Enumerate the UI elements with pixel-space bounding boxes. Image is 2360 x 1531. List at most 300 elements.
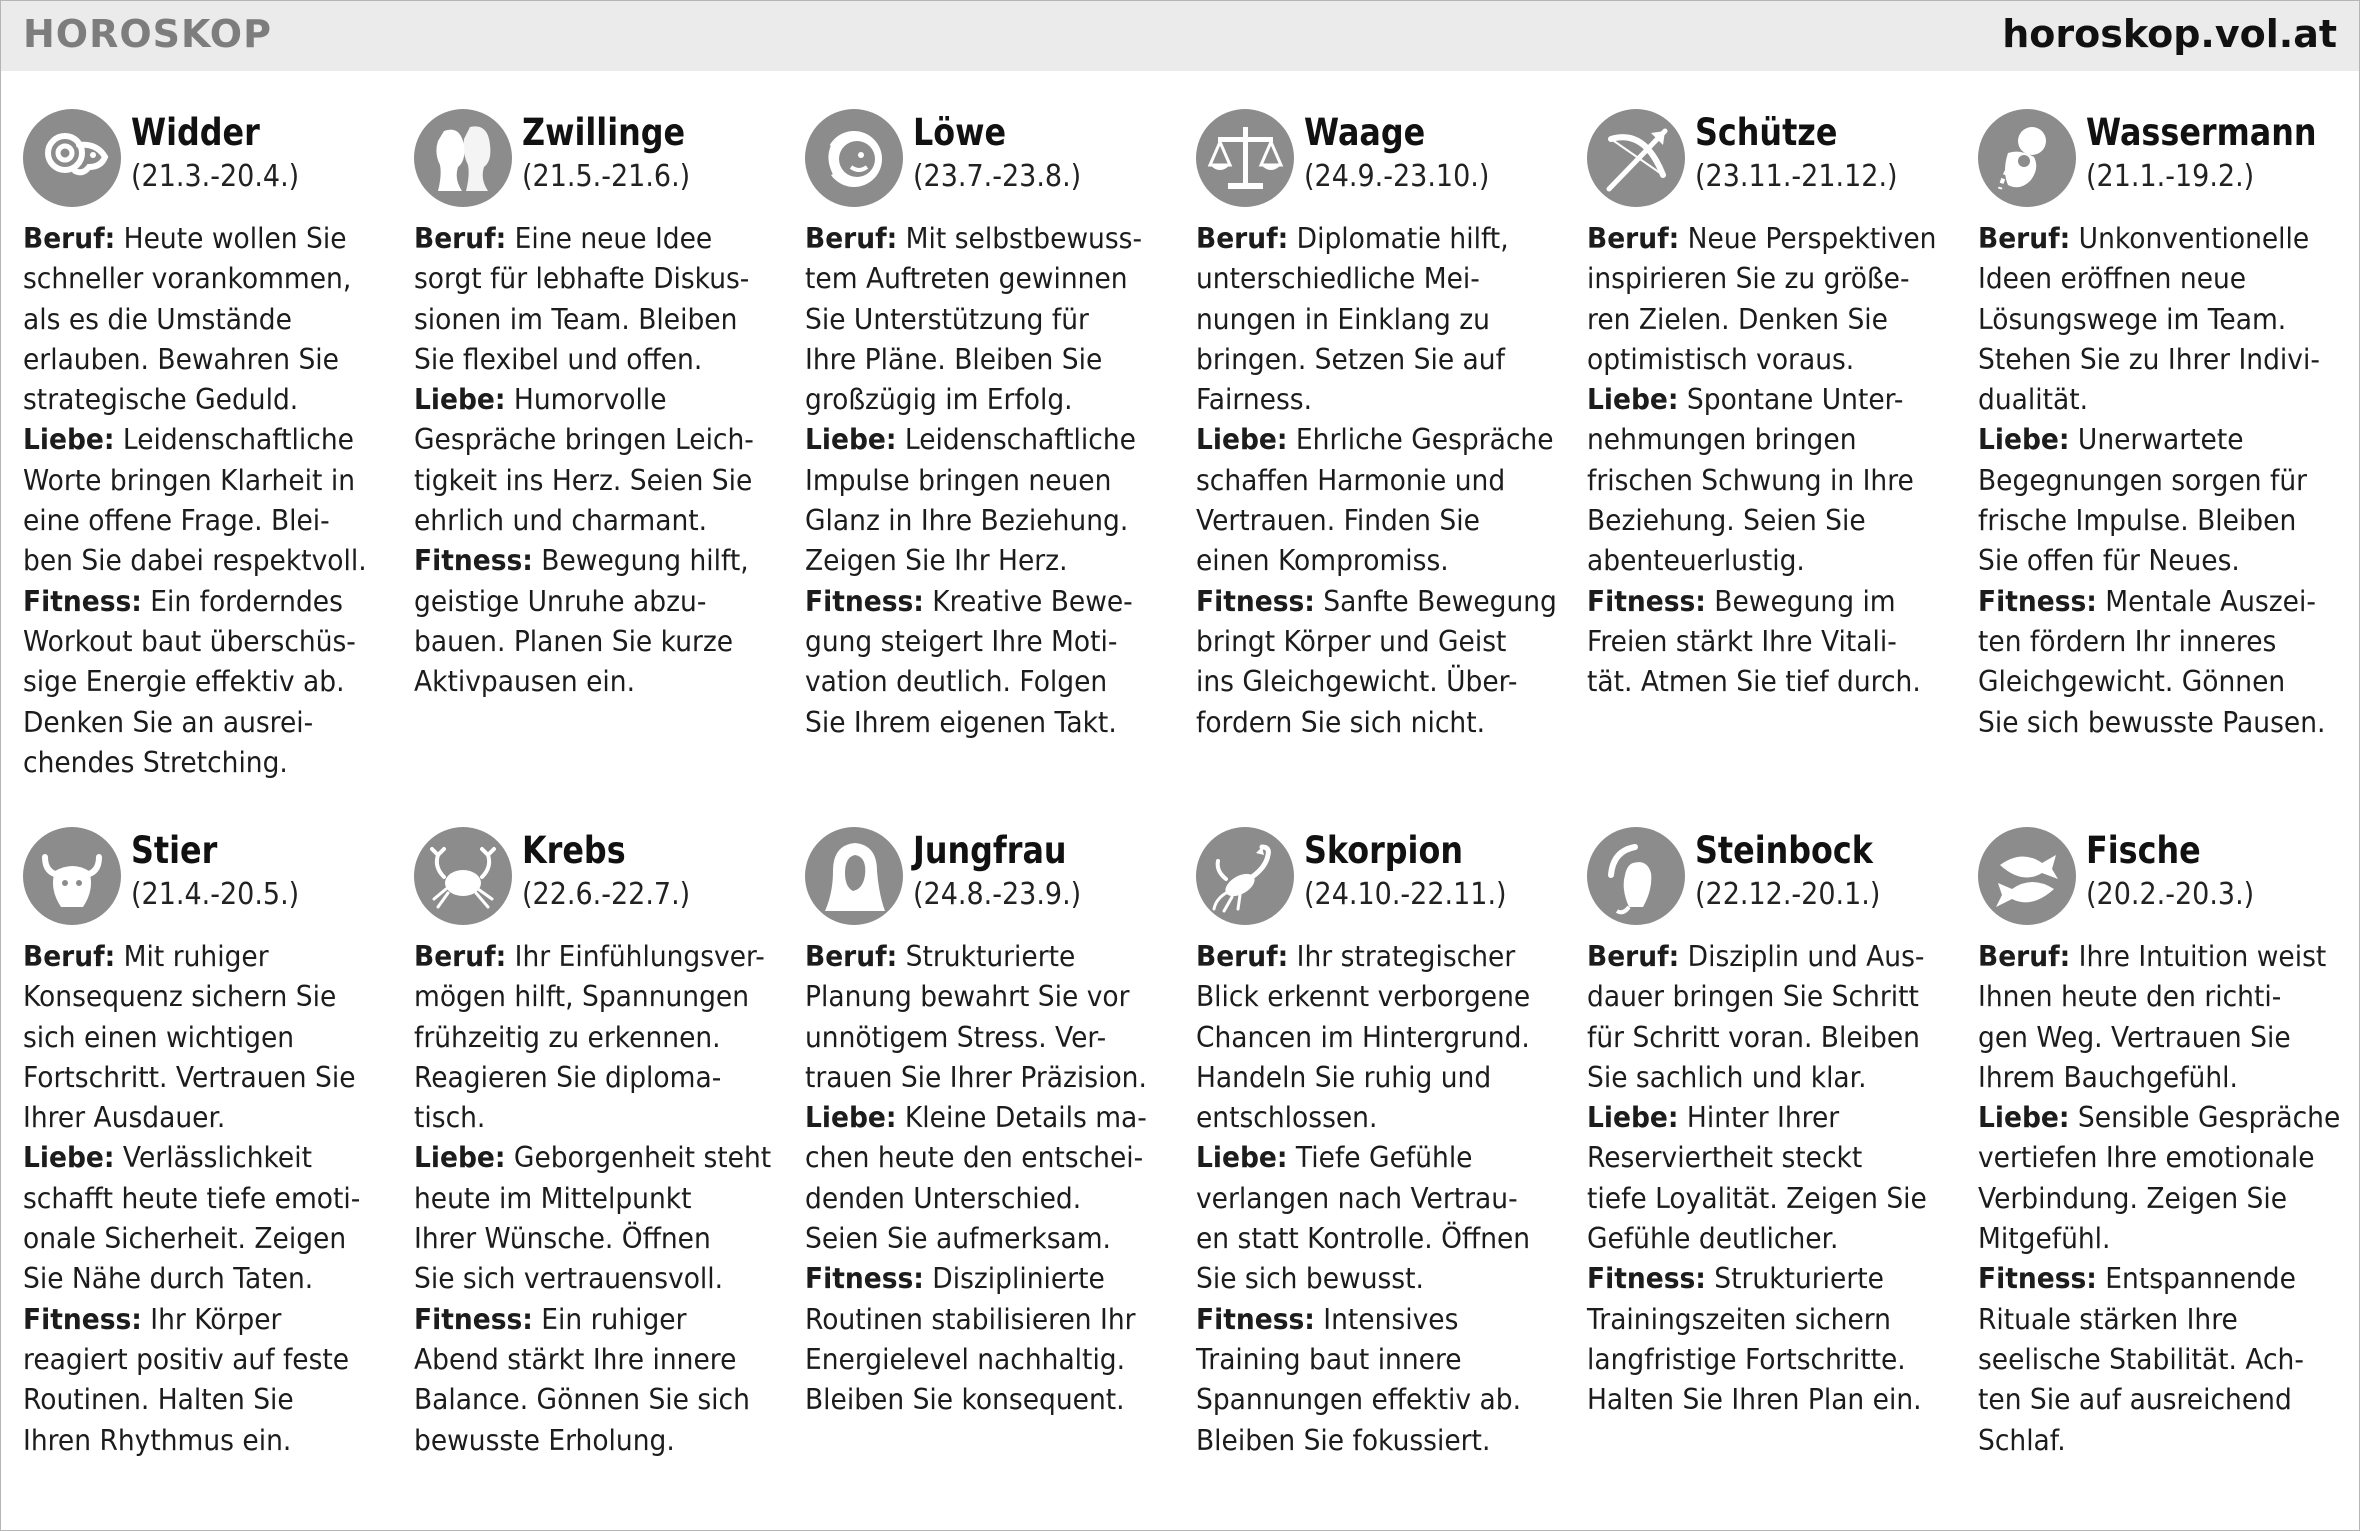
- forecast-line-text: Unkonventionelle: [2078, 222, 2310, 255]
- forecast-line-text: Konsequenz sichern Sie: [23, 980, 337, 1014]
- forecast-line-text: Ihren Rhythmus ein.: [23, 1423, 292, 1457]
- forecast-text: [1978, 219, 2326, 743]
- forecast-line: [1978, 1018, 2304, 1058]
- forecast-line: [414, 1340, 740, 1380]
- forecast-line: [1978, 259, 2304, 299]
- forecast-line-text: sorgt für lebhafte Diskus-: [414, 262, 750, 296]
- forecast-line-text: Ihnen heute den richti-: [1978, 980, 2282, 1014]
- sign-name: Fische: [2086, 829, 2201, 872]
- sign-name: Skorpion: [1304, 829, 1463, 872]
- forecast-line-text: Seien Sie aufmerksam.: [805, 1222, 1111, 1256]
- forecast-line: [414, 1098, 740, 1138]
- category-label-beruf: Beruf:: [1196, 222, 1289, 255]
- forecast-line: [1978, 703, 2326, 743]
- forecast-line-text: bringen. Setzen Sie auf: [1196, 342, 1505, 376]
- forecast-line-text: geistige Unruhe abzu-: [414, 584, 707, 618]
- forecast-line-text: Planung bewahrt Sie vor: [805, 980, 1130, 1014]
- forecast-line-text: strategische Geduld.: [23, 383, 299, 417]
- forecast-line-text: Hinter Ihrer: [1686, 1101, 1840, 1135]
- forecast-line-text: heute im Mittelpunkt: [414, 1181, 692, 1215]
- forecast-line-text: Impulse bringen neuen: [805, 463, 1112, 497]
- forecast-line-text: Begegnungen sorgen für: [1978, 463, 2308, 497]
- forecast-line-text: Mentale Auszei-: [2105, 584, 2316, 618]
- forecast-text: [805, 937, 1147, 1421]
- forecast-line-text: unnötigem Stress. Ver-: [805, 1020, 1107, 1054]
- forecast-line: [1978, 977, 2304, 1017]
- forecast-line-text: Sanfte Bewegung: [1323, 584, 1557, 618]
- forecast-line-text: Kreative Bewe-: [932, 584, 1133, 618]
- forecast-line-text: Routinen. Halten Sie: [23, 1383, 294, 1417]
- forecast-text: [414, 937, 772, 1461]
- category-label-beruf: Beruf:: [414, 940, 507, 973]
- forecast-line: [1196, 662, 1522, 702]
- forecast-text: [1978, 937, 2341, 1461]
- forecast-line: [805, 1179, 1131, 1219]
- forecast-line: [805, 300, 1131, 340]
- forecast-line: [414, 582, 740, 622]
- category-label-beruf: Beruf:: [23, 222, 116, 255]
- forecast-line: [1587, 259, 1913, 299]
- forecast-line-text: Zeigen Sie Ihr Herz.: [805, 544, 1068, 578]
- forecast-line-text: Sie Ihrem eigenen Takt.: [805, 705, 1117, 739]
- forecast-line-text: Sie sich bewusste Pausen.: [1978, 705, 2326, 739]
- forecast-line: [1978, 622, 2304, 662]
- forecast-line: [805, 501, 1131, 541]
- forecast-line: [1978, 1340, 2304, 1380]
- forecast-line: [805, 1098, 1147, 1138]
- forecast-line: [1587, 1138, 1913, 1178]
- forecast-line-text: Ihr Körper: [150, 1302, 282, 1336]
- forecast-line-text: Routinen stabilisieren Ihr: [805, 1302, 1136, 1336]
- forecast-line: [1196, 1098, 1522, 1138]
- forecast-line: [805, 1219, 1131, 1259]
- forecast-line: [414, 1138, 772, 1178]
- forecast-line: [414, 622, 740, 662]
- forecast-line: [23, 703, 349, 743]
- category-label-beruf: Beruf:: [805, 222, 898, 255]
- site-url[interactable]: horoskop.vol.at: [2002, 12, 2337, 56]
- forecast-line: [805, 340, 1131, 380]
- forecast-line-text: Ein ruhiger: [541, 1302, 687, 1336]
- forecast-text: [805, 219, 1143, 743]
- forecast-line: [1978, 380, 2304, 420]
- forecast-line-text: einen Kompromiss.: [1196, 544, 1449, 578]
- forecast-line: [414, 340, 740, 380]
- forecast-line-text: Disziplin und Aus-: [1687, 940, 1925, 973]
- forecast-line-text: onale Sicherheit. Zeigen: [23, 1222, 347, 1256]
- forecast-line-text: Intensives: [1323, 1302, 1459, 1336]
- forecast-line: [1978, 1380, 2304, 1420]
- forecast-line-text: Glanz in Ihre Beziehung.: [805, 504, 1129, 538]
- forecast-line: [805, 622, 1131, 662]
- forecast-line-text: Gespräche bringen Leich-: [414, 423, 754, 457]
- forecast-line-text: tät. Atmen Sie tief durch.: [1587, 665, 1921, 699]
- forecast-line: [1587, 1179, 1927, 1219]
- forecast-line: [23, 541, 367, 581]
- forecast-line-text: Mit ruhiger: [123, 940, 269, 973]
- forecast-line: [1196, 1259, 1522, 1299]
- forecast-line-text: Ihre Pläne. Bleiben Sie: [805, 342, 1103, 376]
- forecast-line: [1587, 1300, 1913, 1340]
- forecast-line: [1196, 1340, 1522, 1380]
- forecast-line-text: Freien stärkt Ihre Vitali-: [1587, 624, 1897, 658]
- category-label-liebe: Liebe:: [23, 1141, 115, 1175]
- forecast-line: [805, 380, 1131, 420]
- forecast-line: [1587, 662, 1921, 702]
- forecast-line-text: Bleiben Sie fokussiert.: [1196, 1423, 1491, 1457]
- forecast-line: [23, 1259, 349, 1299]
- forecast-line: [1587, 380, 1913, 420]
- forecast-line-text: nungen in Einklang zu: [1196, 302, 1490, 336]
- scorpion-icon: [1196, 827, 1294, 925]
- forecast-line-text: Mit selbstbewuss-: [905, 222, 1143, 255]
- forecast-line-text: eine offene Frage. Blei-: [23, 504, 330, 538]
- forecast-line-text: Fairness.: [1196, 383, 1313, 417]
- sign-date-range: (20.2.-20.3.): [2086, 877, 2255, 912]
- forecast-line-text: Rituale stärken Ihre: [1978, 1302, 2238, 1336]
- forecast-line-text: Heute wollen Sie: [123, 222, 347, 255]
- forecast-line-text: ins Gleichgewicht. Über-: [1196, 665, 1518, 699]
- forecast-line: [414, 1300, 740, 1340]
- forecast-line-text: Bewegung im: [1714, 584, 1896, 618]
- forecast-line-text: Ihrer Wünsche. Öffnen: [414, 1222, 711, 1256]
- forecast-line: [805, 461, 1131, 501]
- forecast-line: [23, 340, 349, 380]
- forecast-line-text: Beziehung. Seien Sie: [1587, 504, 1866, 538]
- forecast-line-text: Eine neue Idee: [514, 222, 713, 255]
- forecast-line: [23, 1219, 349, 1259]
- forecast-line: [1196, 703, 1522, 743]
- category-label-fitness: Fitness:: [1978, 584, 2097, 618]
- ibex-icon: [1587, 827, 1685, 925]
- header-bar: [1, 1, 2359, 71]
- forecast-line: [805, 1300, 1136, 1340]
- forecast-line: [23, 937, 349, 977]
- forecast-line-text: schneller vorankommen,: [23, 262, 352, 296]
- sign-date-range: (21.5.-21.6.): [522, 159, 691, 194]
- forecast-line: [1196, 380, 1522, 420]
- category-label-liebe: Liebe:: [805, 1101, 897, 1135]
- category-label-fitness: Fitness:: [414, 1302, 533, 1336]
- forecast-text: [23, 219, 367, 783]
- fish-icon: [1978, 827, 2076, 925]
- forecast-line-text: Blick erkennt verborgene: [1196, 980, 1531, 1014]
- forecast-line-text: Humorvolle: [513, 383, 667, 417]
- forecast-line-text: Trainingszeiten sichern: [1587, 1302, 1891, 1336]
- forecast-line: [805, 937, 1131, 977]
- forecast-line: [805, 541, 1131, 581]
- forecast-text: [1587, 937, 1927, 1421]
- forecast-line: [23, 743, 349, 783]
- forecast-line: [805, 1380, 1131, 1420]
- forecast-line-text: Sie sich bewusst.: [1196, 1262, 1424, 1296]
- forecast-line: [1587, 501, 1913, 541]
- forecast-line-text: Aktivpausen ein.: [414, 665, 636, 699]
- forecast-line-text: dauer bringen Sie Schritt: [1587, 980, 1919, 1014]
- forecast-line: [1196, 420, 1554, 460]
- forecast-line-text: denden Unterschied.: [805, 1181, 1082, 1215]
- forecast-line: [414, 937, 765, 977]
- forecast-line: [23, 977, 349, 1017]
- forecast-line: [1587, 300, 1913, 340]
- forecast-line: [23, 1300, 349, 1340]
- category-label-beruf: Beruf:: [414, 222, 507, 255]
- maiden-icon: [805, 827, 903, 925]
- category-label-liebe: Liebe:: [1978, 423, 2070, 457]
- forecast-line-text: Diplomatie hilft,: [1296, 222, 1509, 255]
- forecast-line: [1587, 219, 1937, 259]
- category-label-liebe: Liebe:: [414, 383, 506, 417]
- forecast-line-text: vertiefen Ihre emotionale: [1978, 1141, 2315, 1175]
- forecast-line: [23, 1098, 349, 1138]
- sign-date-range: (21.4.-20.5.): [131, 877, 300, 912]
- forecast-line-text: bringt Körper und Geist: [1196, 624, 1507, 658]
- forecast-line-text: bauen. Planen Sie kurze: [414, 624, 734, 658]
- forecast-line-text: Verbindung. Zeigen Sie: [1978, 1181, 2288, 1215]
- forecast-line-text: Workout baut überschüs-: [23, 624, 356, 658]
- bull-icon: [23, 827, 121, 925]
- sign-date-range: (21.1.-19.2.): [2086, 159, 2255, 194]
- forecast-line-text: optimistisch voraus.: [1587, 342, 1855, 376]
- forecast-line-text: Reagieren Sie diploma-: [414, 1060, 722, 1094]
- forecast-line: [414, 1018, 740, 1058]
- forecast-line-text: ten fördern Ihr inneres: [1978, 624, 2277, 658]
- forecast-line: [1196, 340, 1522, 380]
- forecast-line: [414, 219, 740, 259]
- forecast-line: [414, 461, 753, 501]
- forecast-line: [805, 703, 1131, 743]
- forecast-line: [1196, 977, 1531, 1017]
- forecast-line: [1196, 300, 1522, 340]
- forecast-line-text: fordern Sie sich nicht.: [1196, 705, 1486, 739]
- category-label-fitness: Fitness:: [805, 1262, 924, 1296]
- sign-name: Steinbock: [1695, 829, 1873, 872]
- forecast-line: [805, 1058, 1147, 1098]
- crab-icon: [414, 827, 512, 925]
- forecast-line: [1978, 1098, 2341, 1138]
- category-label-fitness: Fitness:: [805, 584, 924, 618]
- ram-icon: [23, 109, 121, 207]
- forecast-line-text: sionen im Team. Bleiben: [414, 302, 738, 336]
- forecast-line-text: Geborgenheit steht: [513, 1141, 772, 1175]
- forecast-line-text: Sie flexibel und offen.: [414, 342, 703, 376]
- forecast-line: [1978, 1421, 2304, 1461]
- forecast-line: [1196, 219, 1522, 259]
- forecast-line: [414, 1179, 740, 1219]
- forecast-line-text: reagiert positiv auf feste: [23, 1342, 350, 1376]
- forecast-line-text: Fortschritt. Vertrauen Sie: [23, 1060, 356, 1094]
- forecast-line: [1196, 582, 1557, 622]
- forecast-line: [1587, 582, 1913, 622]
- forecast-line: [1196, 1179, 1522, 1219]
- category-label-fitness: Fitness:: [1978, 1262, 2097, 1296]
- forecast-line-text: frische Impulse. Bleiben: [1978, 504, 2297, 538]
- forecast-line-text: Sie Unterstützung für: [805, 302, 1089, 336]
- forecast-line-text: abenteuerlustig.: [1587, 544, 1805, 578]
- forecast-line: [23, 501, 349, 541]
- forecast-line: [23, 461, 356, 501]
- category-label-beruf: Beruf:: [1587, 222, 1680, 255]
- forecast-line-text: langfristige Fortschritte.: [1587, 1342, 1906, 1376]
- sign-date-range: (21.3.-20.4.): [131, 159, 300, 194]
- forecast-line-text: tiefe Loyalität. Zeigen Sie: [1587, 1181, 1927, 1215]
- forecast-line: [414, 662, 740, 702]
- sign-date-range: (23.11.-21.12.): [1695, 159, 1898, 194]
- forecast-line: [23, 219, 349, 259]
- category-label-fitness: Fitness:: [1196, 1302, 1315, 1336]
- scales-icon: [1196, 109, 1294, 207]
- forecast-line-text: Ihr Einfühlungsver-: [514, 940, 765, 973]
- forecast-text: [414, 219, 754, 703]
- forecast-line: [1196, 1300, 1522, 1340]
- sign-name: Jungfrau: [913, 829, 1067, 872]
- forecast-line-text: frühzeitig zu erkennen.: [414, 1020, 721, 1054]
- forecast-line: [1978, 1138, 2315, 1178]
- forecast-line: [23, 1058, 356, 1098]
- forecast-line-text: Ihr strategischer: [1296, 940, 1516, 973]
- forecast-line: [1587, 1340, 1913, 1380]
- forecast-line: [1196, 622, 1522, 662]
- forecast-line: [1196, 937, 1522, 977]
- forecast-line: [414, 259, 750, 299]
- forecast-line-text: unterschiedliche Mei-: [1196, 262, 1480, 296]
- forecast-line-text: Ihrer Ausdauer.: [23, 1101, 226, 1135]
- sign-name: Zwillinge: [522, 111, 686, 154]
- forecast-line-text: schaffen Harmonie und: [1196, 463, 1506, 497]
- forecast-line: [1978, 340, 2320, 380]
- forecast-line-text: Neue Perspektiven: [1687, 222, 1937, 255]
- sign-name: Krebs: [522, 829, 626, 872]
- forecast-line-text: vation deutlich. Folgen: [805, 665, 1108, 699]
- sign-date-range: (24.8.-23.9.): [913, 877, 1082, 912]
- forecast-line-text: Leidenschaftliche: [122, 423, 354, 457]
- category-label-fitness: Fitness:: [414, 544, 533, 578]
- forecast-line: [23, 1340, 349, 1380]
- forecast-line-text: Handeln Sie ruhig und: [1196, 1060, 1492, 1094]
- forecast-line: [805, 582, 1131, 622]
- sign-date-range: (22.6.-22.7.): [522, 877, 691, 912]
- forecast-line: [1978, 1058, 2304, 1098]
- twins-icon: [414, 109, 512, 207]
- forecast-line-text: Halten Sie Ihren Plan ein.: [1587, 1383, 1922, 1417]
- forecast-line-text: Tiefe Gefühle: [1295, 1141, 1473, 1175]
- category-label-liebe: Liebe:: [414, 1141, 506, 1175]
- forecast-line-text: Ihrem Bauchgefühl.: [1978, 1060, 2238, 1094]
- forecast-line-text: Training baut innere: [1196, 1342, 1462, 1376]
- forecast-line: [1587, 1058, 1913, 1098]
- forecast-line-text: Disziplinierte: [932, 1262, 1105, 1296]
- forecast-line-text: Balance. Gönnen Sie sich: [414, 1383, 750, 1417]
- category-label-fitness: Fitness:: [23, 1302, 142, 1336]
- forecast-line-text: inspirieren Sie zu größe-: [1587, 262, 1910, 296]
- forecast-line: [23, 1018, 349, 1058]
- forecast-line: [23, 1380, 349, 1420]
- forecast-line: [1587, 1219, 1913, 1259]
- forecast-line: [1196, 1380, 1522, 1420]
- forecast-line-text: tem Auftreten gewinnen: [805, 262, 1128, 296]
- forecast-line: [1587, 1018, 1920, 1058]
- forecast-line: [23, 662, 349, 702]
- forecast-line: [23, 259, 352, 299]
- forecast-line: [1196, 501, 1522, 541]
- forecast-text: [1587, 219, 1937, 703]
- sign-name: Stier: [131, 829, 218, 872]
- forecast-line-text: trauen Sie Ihrer Präzision.: [805, 1060, 1147, 1094]
- forecast-line-text: Bewegung hilft,: [541, 544, 749, 578]
- sign-name: Löwe: [913, 111, 1007, 154]
- forecast-line: [1978, 662, 2304, 702]
- forecast-line: [414, 501, 740, 541]
- forecast-line-text: Verlässlichkeit: [122, 1141, 313, 1175]
- forecast-line-text: bewusste Erholung.: [414, 1423, 675, 1457]
- forecast-line: [1587, 541, 1913, 581]
- forecast-line: [1978, 420, 2304, 460]
- forecast-line-text: Chancen im Hintergrund.: [1196, 1020, 1530, 1054]
- forecast-line: [1196, 1058, 1522, 1098]
- forecast-line: [1196, 1018, 1530, 1058]
- forecast-line-text: verlangen nach Vertrau-: [1196, 1181, 1518, 1215]
- forecast-line: [414, 1058, 740, 1098]
- forecast-line: [1587, 1098, 1913, 1138]
- category-label-liebe: Liebe:: [23, 423, 115, 457]
- forecast-line: [1978, 937, 2327, 977]
- forecast-line: [1196, 1138, 1522, 1178]
- forecast-line-text: Ehrliche Gespräche: [1295, 423, 1554, 457]
- forecast-line-text: chen heute den entschei-: [805, 1141, 1144, 1175]
- forecast-line: [1978, 461, 2308, 501]
- forecast-line: [23, 1138, 349, 1178]
- forecast-line-text: nehmungen bringen: [1587, 423, 1857, 457]
- forecast-line-text: chendes Stretching.: [23, 745, 288, 779]
- category-label-beruf: Beruf:: [805, 940, 898, 973]
- water-bearer-icon: [1978, 109, 2076, 207]
- forecast-line: [23, 582, 349, 622]
- forecast-line: [1978, 1259, 2304, 1299]
- forecast-line: [23, 1421, 349, 1461]
- forecast-line: [805, 1340, 1131, 1380]
- category-label-fitness: Fitness:: [23, 584, 142, 618]
- forecast-line-text: gung steigert Ihre Moti-: [805, 624, 1118, 658]
- forecast-line: [1587, 1259, 1913, 1299]
- forecast-line: [1978, 541, 2304, 581]
- forecast-line-text: Ein forderndes: [150, 584, 343, 618]
- forecast-line-text: Reserviertheit steckt: [1587, 1141, 1863, 1175]
- forecast-line: [23, 1179, 361, 1219]
- lion-icon: [805, 109, 903, 207]
- forecast-line-text: Denken Sie an ausrei-: [23, 705, 314, 739]
- forecast-line: [1196, 1219, 1531, 1259]
- forecast-line-text: ehrlich und charmant.: [414, 504, 708, 538]
- forecast-line-text: für Schritt voran. Bleiben: [1587, 1020, 1920, 1054]
- forecast-line: [1978, 501, 2304, 541]
- forecast-line-text: Ihre Intuition weist: [2078, 940, 2327, 973]
- forecast-line: [1196, 461, 1522, 501]
- forecast-line-text: dualität.: [1978, 383, 2089, 417]
- forecast-line: [1587, 977, 1919, 1017]
- forecast-line-text: erlauben. Bewahren Sie: [23, 342, 339, 376]
- category-label-fitness: Fitness:: [1196, 584, 1315, 618]
- category-label-beruf: Beruf:: [1587, 940, 1680, 973]
- forecast-line: [414, 541, 749, 581]
- forecast-line: [23, 380, 349, 420]
- forecast-line-text: Energielevel nachhaltig.: [805, 1342, 1126, 1376]
- forecast-line: [1587, 420, 1913, 460]
- forecast-line-text: Leidenschaftliche: [904, 423, 1136, 457]
- forecast-line: [1978, 300, 2304, 340]
- category-label-liebe: Liebe:: [1587, 383, 1679, 417]
- forecast-line: [805, 420, 1136, 460]
- forecast-line: [1587, 1380, 1922, 1420]
